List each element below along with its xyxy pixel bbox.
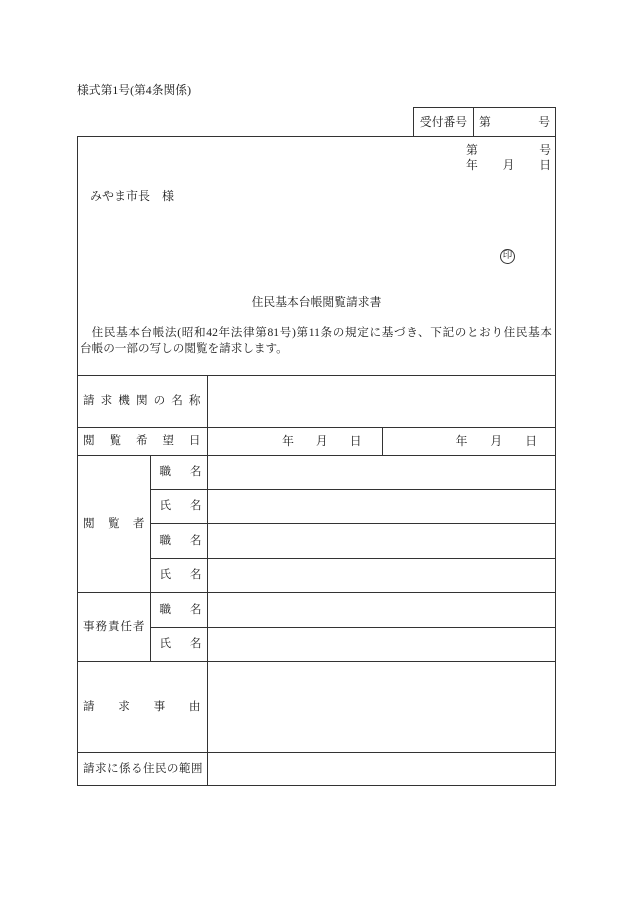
resident-scope-field xyxy=(207,752,555,785)
document-date-year: 年 xyxy=(466,158,478,172)
document-date-day: 日 xyxy=(539,158,551,172)
viewing-date-to-day: 日 xyxy=(525,434,538,448)
responsible-person-name-row xyxy=(78,627,555,661)
agency-name-row xyxy=(78,376,555,427)
agency-name-label: 請求機関の名称 xyxy=(78,376,207,427)
responsible-person-name-field xyxy=(207,627,555,661)
document-number xyxy=(466,143,551,157)
viewer-1-name-row xyxy=(78,489,555,523)
viewer-2-name-field xyxy=(207,558,555,592)
viewing-date-from-year: 年 xyxy=(282,434,294,448)
viewer-1-title-field xyxy=(207,455,555,489)
viewer-2-name-row xyxy=(78,558,555,592)
document-date-month: 月 xyxy=(502,158,515,172)
request-reason-label: 請求事由 xyxy=(78,661,207,752)
viewer-2-title-label: 職名 xyxy=(150,523,207,558)
responsible-person-label: 事務責任者 xyxy=(78,592,150,661)
document-date xyxy=(466,158,551,172)
viewing-date-to-year: 年 xyxy=(455,434,468,448)
viewer-1-name-field xyxy=(207,489,555,523)
agency-name-field xyxy=(207,376,555,427)
request-statement-line-1: 住民基本台帳法(昭和42年法律第81号)第11条の規定に基づき、下記のとおり住民基本 xyxy=(91,326,552,339)
form-number-label: 様式第1号(第4条関係) xyxy=(77,83,192,97)
viewer-1-title-row xyxy=(78,455,555,489)
addressee: みやま市長 様 xyxy=(90,189,175,203)
viewing-date-row xyxy=(78,427,555,455)
viewing-date-to xyxy=(383,434,556,448)
resident-scope-label: 請求に係る住民の範囲 xyxy=(78,752,207,785)
document-number-prefix: 第 xyxy=(466,143,478,157)
responsible-person-title-label: 職名 xyxy=(150,592,207,627)
request-details-grid xyxy=(78,376,555,785)
viewer-2-title-field xyxy=(207,523,555,558)
document-title: 住民基本台帳閲覧請求書 xyxy=(251,295,382,309)
viewing-date-from-day: 日 xyxy=(349,434,362,448)
receipt-number-label: 受付番号 xyxy=(414,108,474,136)
resident-scope-row xyxy=(78,752,555,785)
request-reason-row xyxy=(78,661,555,752)
receipt-number-prefix: 第 xyxy=(479,115,491,129)
request-statement xyxy=(80,325,552,357)
receipt-number-field xyxy=(474,108,555,136)
viewer-1-title-label: 職名 xyxy=(150,455,207,489)
viewer-1-name-label: 氏名 xyxy=(150,489,207,523)
document-number-suffix: 号 xyxy=(539,143,551,157)
responsible-person-title-row xyxy=(78,592,555,627)
seal-character: 印 xyxy=(502,251,513,261)
responsible-person-name-label: 氏名 xyxy=(150,627,207,661)
viewer-2-title-row xyxy=(78,523,555,558)
viewing-date-to-month: 月 xyxy=(490,434,503,448)
seal-mark xyxy=(500,249,515,264)
responsible-person-title-field xyxy=(207,592,555,627)
request-statement-line-2: 台帳の一部の写しの閲覧を請求します。 xyxy=(80,342,288,355)
viewing-date-from-month: 月 xyxy=(315,434,328,448)
receipt-number-box xyxy=(413,107,556,137)
viewing-date-from-field xyxy=(207,427,382,455)
request-reason-field xyxy=(207,661,555,752)
viewer-2-name-label: 氏名 xyxy=(150,558,207,592)
receipt-number-suffix: 号 xyxy=(538,115,550,129)
viewing-date-to-field xyxy=(382,427,555,455)
request-details-table xyxy=(78,375,555,785)
request-form xyxy=(77,136,556,786)
viewing-date-label: 閲覧希望日 xyxy=(78,427,207,455)
viewing-date-from xyxy=(208,434,382,448)
viewer-label: 閲覧者 xyxy=(78,455,150,592)
